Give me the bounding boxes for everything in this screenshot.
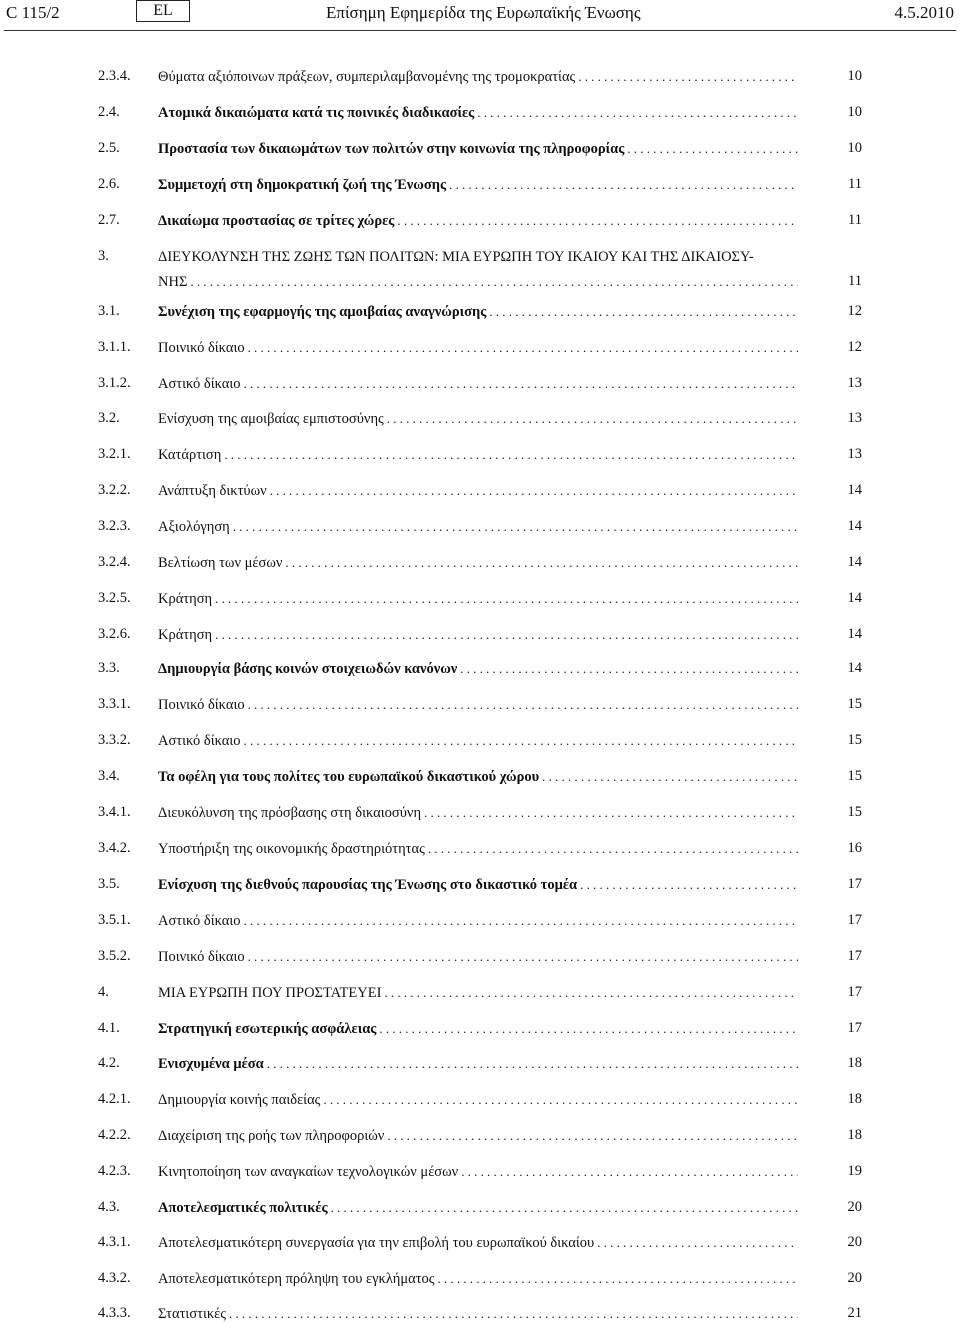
toc-entry-number: 3.4.	[98, 768, 120, 784]
toc-entry-number: 3.4.1.	[98, 804, 131, 820]
dot-leader	[224, 446, 798, 464]
toc-entry-title: Στρατηγική εσωτερικής ασφάλειας	[158, 1021, 377, 1037]
dot-leader	[627, 140, 798, 158]
publication-date: 4.5.2010	[894, 3, 954, 22]
toc-entry-title-continued: ΝΗΣ	[158, 274, 188, 290]
toc-entry-page-number: 20	[847, 1270, 862, 1286]
toc-entry-number: 3.2.2.	[98, 482, 131, 498]
toc-entry-title: Ποινικό δίκαιο	[158, 697, 245, 713]
toc-entry-number: 4.2.1.	[98, 1091, 131, 1107]
toc-entry-title: Αξιολόγηση	[158, 519, 230, 535]
toc-entry-title: Αποτελεσματικότερη πρόληψη του εγκλήματος	[158, 1271, 435, 1287]
toc-entry-number: 3.3.2.	[98, 732, 131, 748]
toc-entry-number: 4.2.3.	[98, 1163, 131, 1179]
dot-leader	[285, 554, 798, 572]
dot-leader	[267, 1055, 798, 1073]
toc-entry-title: Αστικό δίκαιο	[158, 376, 241, 392]
toc-entry-page-number: 10	[847, 104, 862, 120]
toc-entry-number: 3.5.1.	[98, 912, 131, 928]
toc-entry-number: 4.3.	[98, 1199, 120, 1215]
page-header	[0, 0, 960, 32]
toc-entry-page-number: 13	[847, 375, 862, 391]
toc-entry-title: Τα οφέλη για τους πολίτες του ευρωπαϊκού δικαστικού χώρου	[158, 769, 540, 785]
dot-leader	[248, 948, 798, 966]
toc-entry-title: Ενίσχυση της διεθνούς παρουσίας της Ένωσης στο δικαστικό τομέα	[158, 877, 578, 893]
toc-entry-title: Αστικό δίκαιο	[158, 733, 241, 749]
toc-entry-number: 4.3.3.	[98, 1305, 131, 1321]
toc-entry-number: 4.2.	[98, 1055, 120, 1071]
toc-entry-number: 4.2.2.	[98, 1127, 131, 1143]
toc-entry-title: Αποτελεσματικές πολιτικές	[158, 1200, 328, 1216]
toc-entry-number: 3.1.2.	[98, 375, 131, 391]
dot-leader	[323, 1091, 798, 1109]
toc-entry-page-number: 17	[847, 876, 862, 892]
toc-entry-page-number: 13	[847, 446, 862, 462]
toc-entry-page-number: 14	[847, 518, 862, 534]
toc-entry-title: Δημιουργία βάσης κοινών στοιχειωδών κανόνων	[158, 661, 458, 677]
toc-entry-page-number: 10	[847, 68, 862, 84]
journal-reference: C 115/2	[6, 3, 60, 22]
toc-entry-title: Βελτίωση των μέσων	[158, 555, 283, 571]
toc-entry-title: Προστασία των δικαιωμάτων των πολιτών στην κοινωνία της πληροφορίας	[158, 141, 625, 157]
toc-entry-page-number: 18	[847, 1127, 862, 1143]
toc-entry-title: Ενίσχυση της αμοιβαίας εμπιστοσύνης	[158, 411, 384, 427]
toc-entry-title: Συνέχιση της εφαρμογής της αμοιβαίας αναγνώρισης	[158, 304, 487, 320]
toc-entry-page-number: 20	[847, 1199, 862, 1215]
toc-entry-number: 4.3.1.	[98, 1234, 131, 1250]
toc-entry-number: 4.	[98, 984, 109, 1000]
toc-entry-number: 4.3.2.	[98, 1270, 131, 1286]
toc-entry-page-number: 15	[847, 696, 862, 712]
toc-entry-title: Αποτελεσματικότερη συνεργασία για την επιβολή του ευρωπαϊκού δικαίου	[158, 1235, 595, 1251]
toc-entry-title: Κινητοποίηση των αναγκαίων τεχνολογικών μέσων	[158, 1164, 459, 1180]
toc-entry-number: 2.6.	[98, 176, 120, 192]
toc-entry-page-number: 17	[847, 984, 862, 1000]
toc-entry-page-number: 11	[848, 212, 862, 228]
toc-entry-page-number: 15	[847, 768, 862, 784]
toc-entry-page-number: 20	[847, 1234, 862, 1250]
toc-entry-page-number: 10	[847, 140, 862, 156]
dot-leader	[229, 1305, 798, 1323]
toc-entry-number: 2.5.	[98, 140, 120, 156]
header-divider	[4, 30, 956, 31]
toc-entry-title: Θύματα αξιόποινων πράξεων, συμπεριλαμβανομένης της τρομοκρατίας	[158, 69, 576, 85]
toc-entry-title: Ποινικό δίκαιο	[158, 340, 245, 356]
toc-entry-number: 3.3.	[98, 660, 120, 676]
toc-entry-title: Ενισχυμένα μέσα	[158, 1056, 264, 1072]
toc-entry-number: 3.1.1.	[98, 339, 131, 355]
toc-entry-number: 2.3.4.	[98, 68, 131, 84]
dot-leader	[387, 1127, 798, 1145]
dot-leader	[438, 1270, 798, 1288]
toc-entry-title: Διαχείριση της ροής των πληροφοριών	[158, 1128, 385, 1144]
dot-leader	[597, 1234, 798, 1252]
dot-leader	[215, 590, 798, 608]
toc-entry-number: 3.	[98, 248, 109, 264]
toc-entry-number: 3.2.6.	[98, 626, 131, 642]
journal-title: Επίσημη Εφημερίδα της Ευρωπαϊκής Ένωσης	[326, 3, 641, 22]
toc-entry-page-number: 21	[847, 1305, 862, 1321]
toc-entry-number: 3.2.5.	[98, 590, 131, 606]
dot-leader	[248, 339, 798, 357]
toc-entry-page-number: 14	[847, 660, 862, 676]
dot-leader	[580, 876, 798, 894]
dot-leader	[384, 984, 798, 1002]
toc-entry-title: Κατάρτιση	[158, 447, 222, 463]
toc-entry-title: Αστικό δίκαιο	[158, 913, 241, 929]
toc-entry-title: Ανάπτυξη δικτύων	[158, 483, 267, 499]
toc-entry-page-number: 14	[847, 626, 862, 642]
toc-entry-number: 3.2.	[98, 410, 120, 426]
toc-entry-page-number: 18	[847, 1091, 862, 1107]
toc-entry-number: 3.2.1.	[98, 446, 131, 462]
dot-leader	[248, 696, 798, 714]
dot-leader	[460, 660, 798, 678]
dot-leader	[233, 518, 798, 536]
toc-entry-title: Στατιστικές	[158, 1306, 227, 1322]
toc-entry-page-number: 14	[847, 554, 862, 570]
dot-leader	[190, 273, 798, 291]
toc-entry-page-number: 11	[848, 176, 862, 192]
toc-entry-title: Κράτηση	[158, 627, 213, 643]
toc-entry-page-number: 17	[847, 948, 862, 964]
dot-leader	[270, 482, 798, 500]
toc-entry-title: ΔΙΕΥΚΟΛΥΝΣΗ ΤΗΣ ΖΩΗΣ ΤΩΝ ΠΟΛΙΤΩΝ: ΜΙΑ ΕΥΡΩΠΗ ΤΟΥ ΙΚΑΙΟΥ ΚΑΙ ΤΗΣ ΔΙΚΑΙΟΣΥ-	[158, 249, 754, 265]
language-badge: EL	[136, 0, 190, 22]
dot-leader	[424, 804, 798, 822]
toc-entry-page-number: 15	[847, 804, 862, 820]
toc-entry-page-number: 15	[847, 732, 862, 748]
dot-leader	[387, 410, 798, 428]
toc-entry-title: Δικαίωμα προστασίας σε τρίτες χώρες	[158, 213, 395, 229]
toc-entry-title: Κράτηση	[158, 591, 213, 607]
dot-leader	[244, 732, 798, 750]
toc-entry-number: 2.7.	[98, 212, 120, 228]
dot-leader	[477, 104, 798, 122]
toc-entry-title: Ποινικό δίκαιο	[158, 949, 245, 965]
toc-entry-page-number: 13	[847, 410, 862, 426]
toc-entry-page-number: 12	[847, 339, 862, 355]
dot-leader	[489, 303, 798, 321]
dot-leader	[542, 768, 798, 786]
toc-entry-page-number: 17	[847, 912, 862, 928]
dot-leader	[397, 212, 798, 230]
toc-entry-number: 4.1.	[98, 1020, 120, 1036]
dot-leader	[331, 1199, 798, 1217]
dot-leader	[428, 840, 798, 858]
toc-entry-number: 3.5.2.	[98, 948, 131, 964]
toc-entry-page-number: 17	[847, 1020, 862, 1036]
dot-leader	[578, 68, 798, 86]
dot-leader	[244, 375, 798, 393]
toc-entry-title: ΜΙΑ ΕΥΡΩΠΗ ΠΟΥ ΠΡΟΣΤΑΤΕΥΕΙ	[158, 985, 382, 1001]
toc-entry-number: 3.5.	[98, 876, 120, 892]
toc-entry-page-number: 14	[847, 590, 862, 606]
toc-entry-number: 3.3.1.	[98, 696, 131, 712]
toc-entry-page-number: 19	[847, 1163, 862, 1179]
toc-entry-number: 3.1.	[98, 303, 120, 319]
toc-entry-number: 2.4.	[98, 104, 120, 120]
toc-entry-page-number: 11	[848, 273, 862, 289]
toc-entry-page-number: 14	[847, 482, 862, 498]
toc-entry-page-number: 12	[847, 303, 862, 319]
dot-leader	[449, 176, 798, 194]
dot-leader	[379, 1020, 798, 1038]
toc-entry-page-number: 16	[847, 840, 862, 856]
toc-entry-number: 3.2.4.	[98, 554, 131, 570]
toc-entry-title: Διευκόλυνση της πρόσβασης στη δικαιοσύνη	[158, 805, 422, 821]
toc-entry-page-number: 18	[847, 1055, 862, 1071]
toc-entry-title: Συμμετοχή στη δημοκρατική ζωή της Ένωσης	[158, 177, 447, 193]
dot-leader	[215, 626, 798, 644]
dot-leader	[461, 1163, 798, 1181]
toc-entry-title: Υποστήριξη της οικονομικής δραστηριότητας	[158, 841, 425, 857]
toc-entry-number: 3.4.2.	[98, 840, 131, 856]
dot-leader	[244, 912, 798, 930]
toc-entry-number: 3.2.3.	[98, 518, 131, 534]
toc-entry-title: Δημιουργία κοινής παιδείας	[158, 1092, 321, 1108]
toc-entry-title: Ατομικά δικαιώματα κατά τις ποινικές διαδικασίες	[158, 105, 475, 121]
